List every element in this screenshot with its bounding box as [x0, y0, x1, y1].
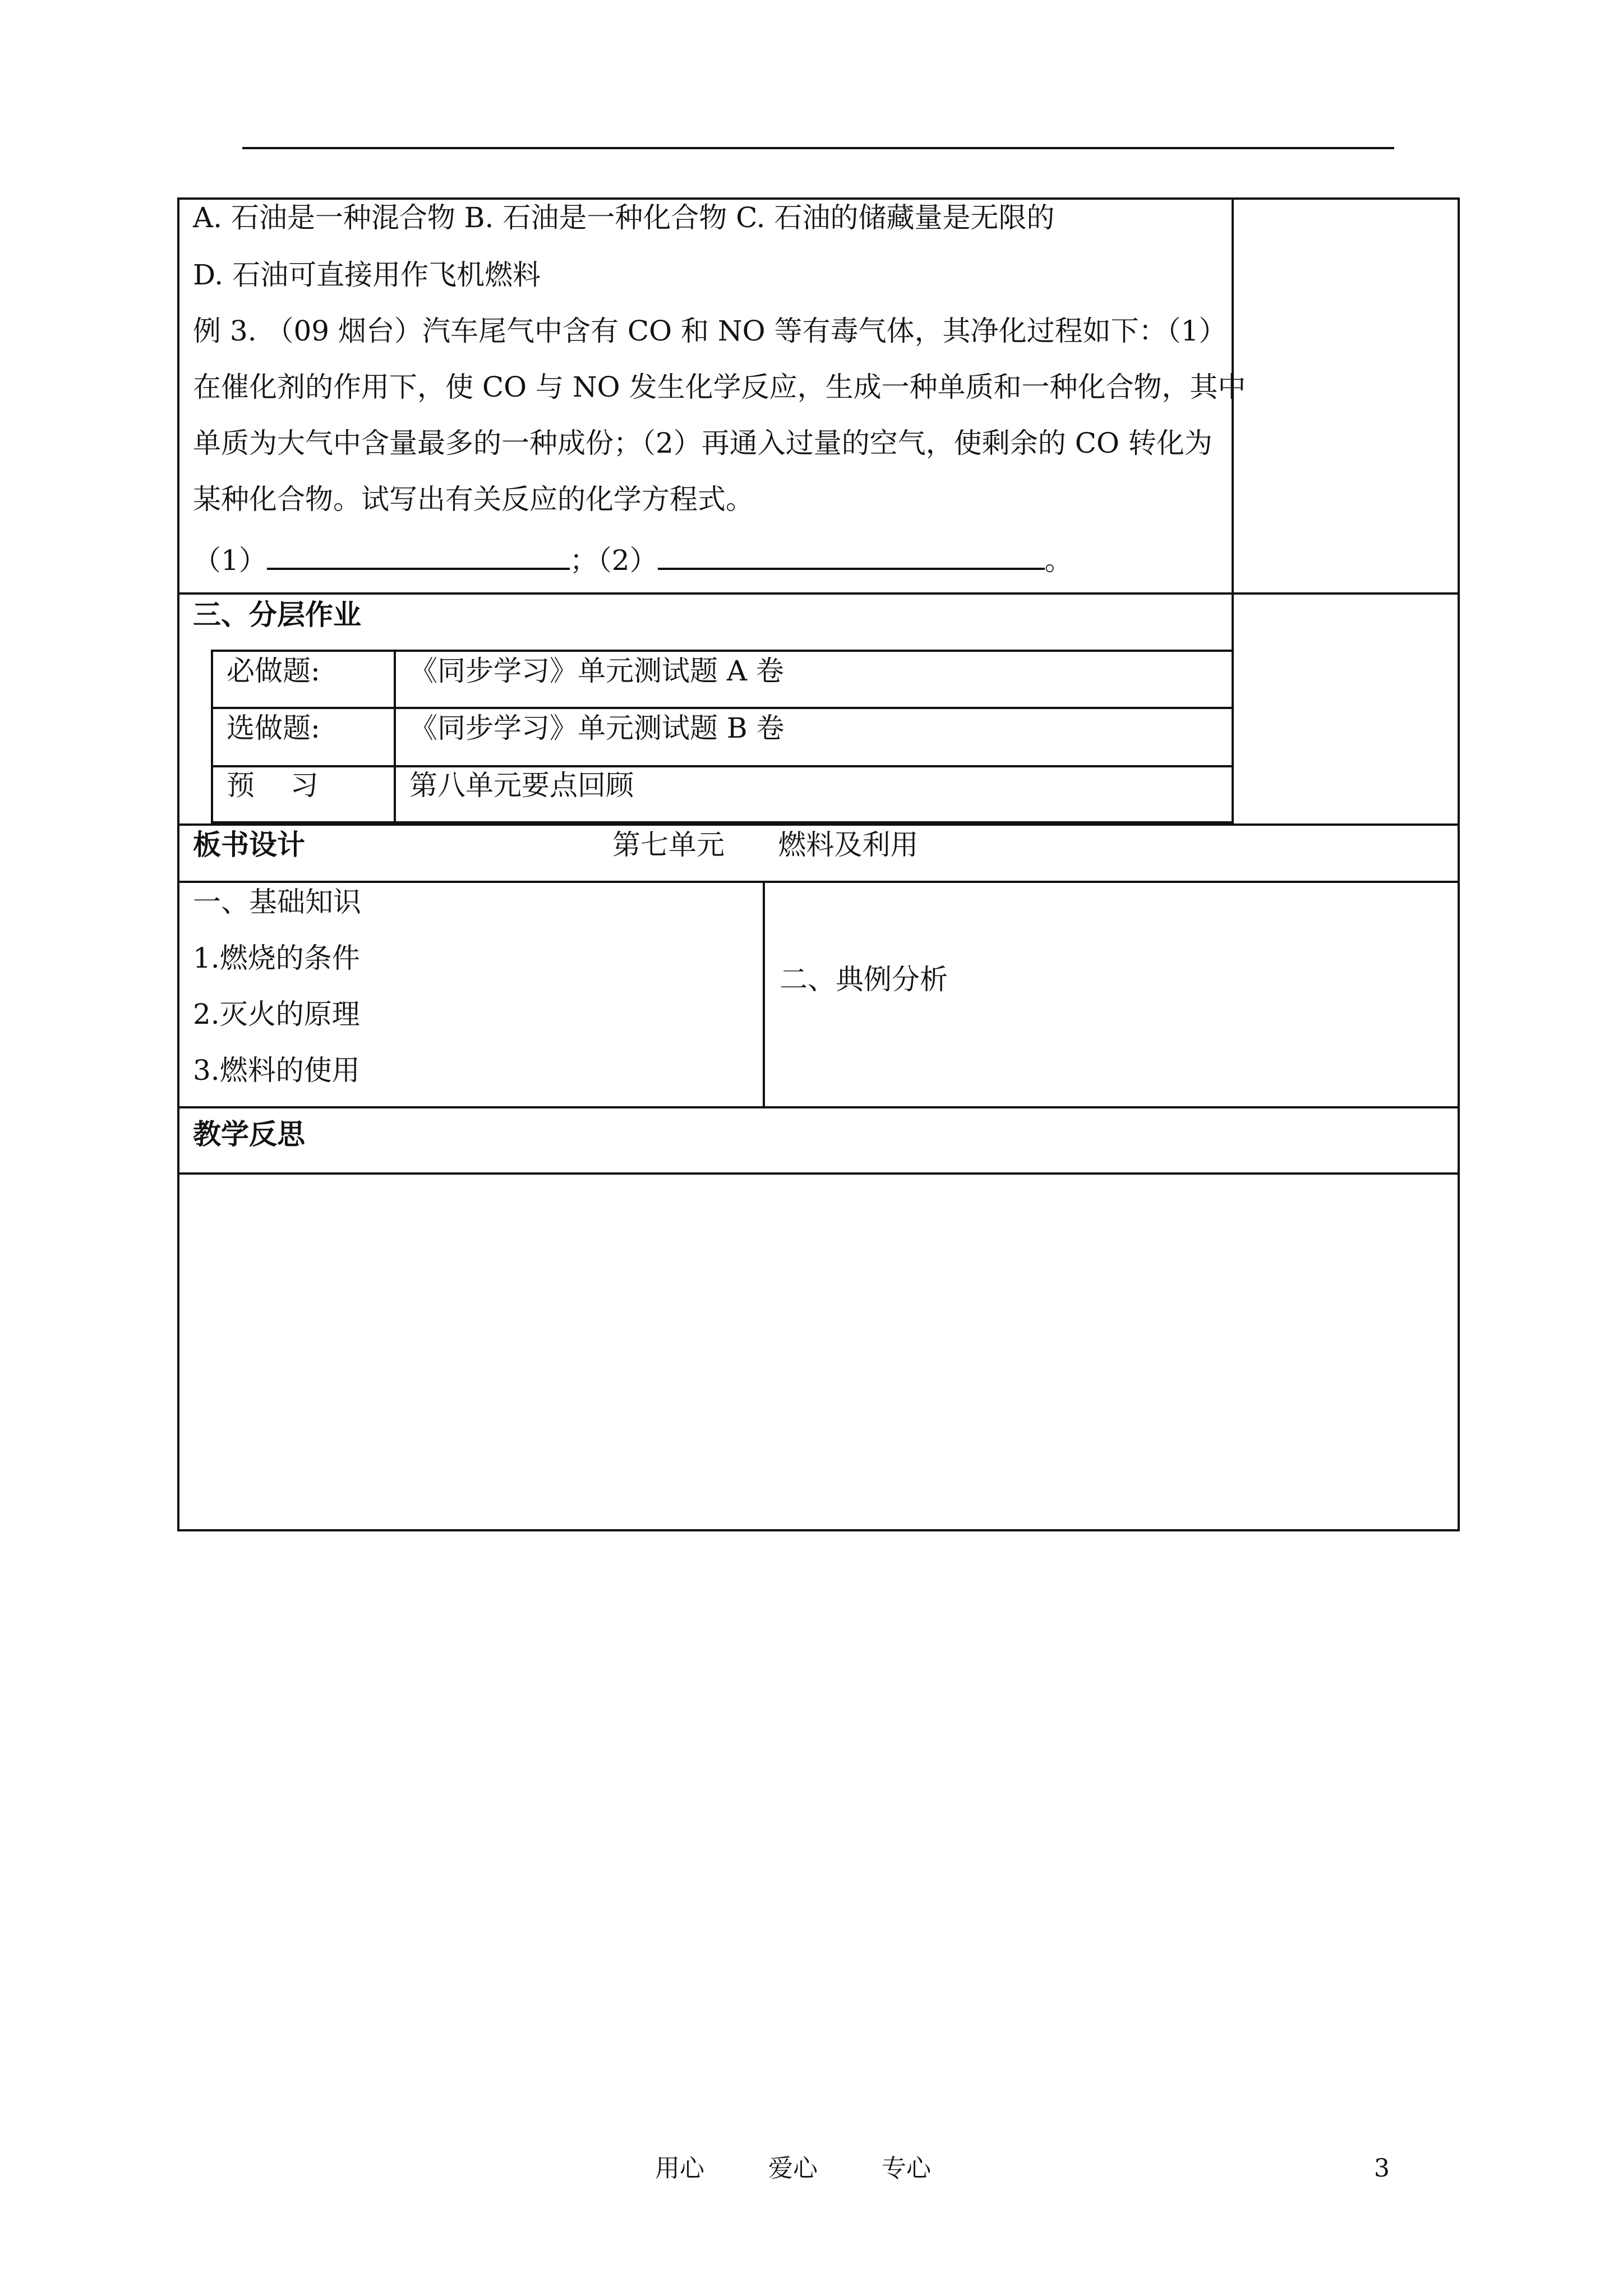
table-border [763, 881, 765, 1107]
answer-label-1: （1） [193, 544, 267, 577]
table-border [177, 1529, 1459, 1531]
footer-slogan-3: 专心 [882, 2154, 931, 2183]
homework-row-content: 《同步学习》单元测试题 A 卷 [409, 655, 784, 687]
homework-row-content: 第八单元要点回顾 [409, 769, 634, 802]
homework-heading: 三、分层作业 [193, 599, 361, 631]
homework-row-content: 《同步学习》单元测试题 B 卷 [409, 712, 785, 744]
answer-blank-2[interactable] [658, 540, 1045, 570]
example3-line-1: 例 3. （09 烟台）汽车尾气中含有 CO 和 NO 等有毒气体，其净化过程如下：（1） [193, 315, 1227, 347]
inner-table-border [211, 650, 1233, 652]
board-right-item: 二、典例分析 [780, 963, 948, 996]
board-left-item: 一、基础知识 [193, 886, 361, 918]
homework-row-label: 预 习 [227, 769, 319, 802]
inner-table-border [211, 821, 1233, 823]
inner-table-border [211, 650, 213, 823]
page-number: 3 [1374, 2154, 1390, 2183]
inner-table-border [211, 765, 1233, 767]
board-left-item: 3.燃料的使用 [193, 1054, 360, 1087]
reflection-heading: 教学反思 [193, 1118, 305, 1151]
answer-line [193, 540, 1073, 577]
table-border [177, 197, 1459, 200]
homework-row-label: 选做题: [227, 712, 320, 744]
header-rule [242, 147, 1394, 149]
answer-end: 。 [1044, 544, 1073, 577]
option-line-1: A. 石油是一种混合物 B. 石油是一种化合物 C. 石油的储藏量是无限的 [193, 201, 1055, 234]
answer-separator: ；（2） [569, 544, 658, 577]
board-design-heading: 板书设计 [193, 829, 305, 861]
homework-row-label: 必做题: [227, 655, 320, 687]
footer-slogan-2: 爱心 [768, 2154, 818, 2183]
footer-slogan-1: 用心 [655, 2154, 704, 2183]
table-border [1232, 197, 1234, 823]
table-border [1458, 197, 1460, 1531]
reflection-area[interactable] [179, 1175, 1458, 1529]
table-border [177, 1106, 1459, 1108]
table-border [177, 881, 1459, 883]
table-border [177, 592, 1459, 595]
board-left-item: 2.灭火的原理 [193, 998, 360, 1030]
board-design-title: 第七单元 燃料及利用 [612, 829, 919, 861]
inner-table-border [394, 650, 396, 823]
example3-line-2: 在催化剂的作用下，使 CO 与 NO 发生化学反应，生成一种单质和一种化合物，其中 [193, 371, 1246, 403]
option-line-2: D. 石油可直接用作飞机燃料 [193, 259, 541, 291]
board-left-item: 1.燃烧的条件 [193, 942, 360, 974]
example3-line-3: 单质为大气中含量最多的一种成份；（2）再通入过量的空气，使剩余的 CO 转化为 [193, 427, 1212, 459]
table-border [177, 823, 1459, 826]
inner-table-border [211, 707, 1233, 709]
example3-line-4: 某种化合物。试写出有关反应的化学方程式。 [193, 483, 754, 516]
answer-blank-1[interactable] [267, 540, 570, 570]
